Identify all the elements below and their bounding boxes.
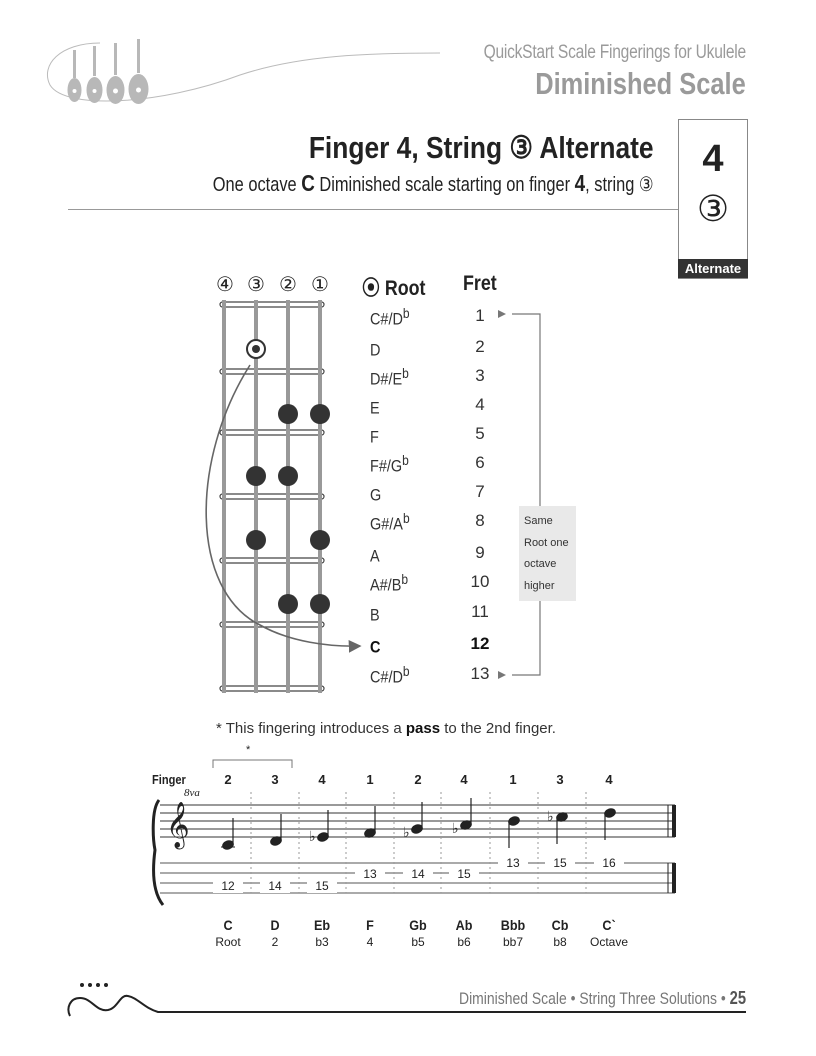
root-header-icon: ⦿ xyxy=(362,277,380,300)
svg-text:♭: ♭ xyxy=(309,828,316,844)
fret-number: 13 xyxy=(470,664,490,683)
fret-number: 5 xyxy=(475,424,485,443)
scale-degree: Octave xyxy=(589,935,628,949)
scale-degree: 4 xyxy=(366,935,374,949)
note-name: Eb xyxy=(313,917,331,933)
scale-degree: bb7 xyxy=(502,935,524,949)
note-label: $C\#/D^b$ xyxy=(370,306,410,329)
scale-degree: b3 xyxy=(315,935,329,949)
svg-text:♭: ♭ xyxy=(403,824,410,840)
same-root-note-line: Same xyxy=(524,515,553,527)
fret-number: 9 xyxy=(475,543,485,562)
page-title: Finger 4, String ③ Alternate xyxy=(309,130,654,165)
pass-bracket-mark: * xyxy=(246,744,251,756)
note-label: D xyxy=(370,340,381,360)
finger-number: 4 xyxy=(605,772,613,787)
tab-label: Alternate xyxy=(678,259,748,278)
same-root-bracket xyxy=(512,314,540,675)
end-barline xyxy=(668,805,674,893)
fret-number: 1 xyxy=(475,306,485,325)
header-subtitle: QuickStart Scale Fingerings for Ukulele xyxy=(483,42,746,63)
footer-section: Diminished Scale • String Three Solutions • xyxy=(458,989,726,1008)
ukulele-logo xyxy=(40,35,440,120)
page-number: 25 xyxy=(729,988,746,1008)
scale-degree: b5 xyxy=(411,935,425,949)
header-swoosh xyxy=(47,43,440,101)
note-name: Ab xyxy=(455,917,473,933)
note-label: B xyxy=(370,605,380,625)
system-brace xyxy=(153,800,163,905)
root-header-label: Root xyxy=(384,277,426,300)
ukulele-icons xyxy=(68,39,149,104)
note-name: F xyxy=(366,917,374,933)
tab-fret: 13 xyxy=(498,856,528,870)
finger-number: 3 xyxy=(271,772,279,787)
note-name: Cb xyxy=(551,917,569,933)
finger-label: Finger xyxy=(152,772,186,787)
page-subtitle xyxy=(213,170,654,197)
tab-fret: 15 xyxy=(307,879,337,893)
same-root-note-line: Root one xyxy=(524,537,569,549)
title-rule xyxy=(68,209,678,210)
note-name: D xyxy=(270,917,280,933)
string-label-4: ④ xyxy=(216,274,234,296)
tab-string-number: ③ xyxy=(696,188,730,229)
tab-fret: 15 xyxy=(545,856,575,870)
note-label: A xyxy=(370,546,380,566)
fret-number: 12 xyxy=(470,634,490,653)
scale-degree: Root xyxy=(215,935,241,949)
tab-fret: 13 xyxy=(355,867,385,881)
scale-degree: 2 xyxy=(271,935,279,949)
note-name: Bbb xyxy=(500,917,526,933)
finger-number: 2 xyxy=(414,772,422,787)
footnote xyxy=(216,720,556,737)
fret-number: 8 xyxy=(475,511,485,530)
pass-bracket xyxy=(212,755,294,769)
subtitle-mid: Diminished scale starting on finger xyxy=(319,174,571,196)
svg-text:♭: ♭ xyxy=(547,808,554,824)
root-header xyxy=(362,272,425,302)
finger-number: 3 xyxy=(556,772,564,787)
fret-number: 2 xyxy=(475,337,485,356)
footer-text xyxy=(459,988,746,1009)
finger-number: 4 xyxy=(318,772,326,787)
fret-number: 3 xyxy=(475,366,485,385)
note-label: $G\#/A^b$ xyxy=(370,511,410,534)
tab-fret: 14 xyxy=(403,867,433,881)
string-label-1: ① xyxy=(311,274,329,296)
fret-number: 4 xyxy=(475,395,485,414)
finger-number: 2 xyxy=(224,772,232,787)
note-label: $D\#/E^b$ xyxy=(370,366,409,389)
note-label: $A\#/B^b$ xyxy=(370,572,409,595)
root-marker xyxy=(247,340,265,358)
tab-fret: 12 xyxy=(213,879,243,893)
subtitle-string-prefix: , string xyxy=(585,174,635,196)
fret-number: 6 xyxy=(475,453,485,472)
note-label: $F\#/G^b$ xyxy=(370,453,409,476)
finger-number: 1 xyxy=(509,772,517,787)
fret-number: 11 xyxy=(471,602,489,621)
note-label: G xyxy=(370,485,382,505)
subtitle-finger: 4 xyxy=(575,170,586,196)
note-label: $C\#/D^b$ xyxy=(370,664,410,687)
scale-degree: b6 xyxy=(457,935,471,949)
subtitle-prefix: One octave xyxy=(213,174,298,196)
svg-text:♭: ♭ xyxy=(452,820,459,836)
footnote-bold: pass xyxy=(405,720,441,737)
note-name: C` xyxy=(602,917,616,933)
notes xyxy=(221,798,617,851)
footnote-prefix: * This fingering introduces a xyxy=(216,720,402,737)
fret-number: 10 xyxy=(470,572,490,591)
treble-clef-icon: 𝄞 xyxy=(166,802,190,848)
fretboard-diagram xyxy=(200,290,580,700)
frets xyxy=(220,302,324,691)
same-root-note-line: higher xyxy=(524,580,555,592)
footnote-suffix: to the 2nd finger. xyxy=(444,720,556,737)
subtitle-string: ③ xyxy=(639,174,654,196)
note-label: C xyxy=(370,637,381,657)
note-label: E xyxy=(370,398,380,418)
fret-header: Fret xyxy=(463,272,497,295)
tab-fret: 15 xyxy=(449,867,479,881)
header-title: Diminished Scale xyxy=(535,66,746,101)
note-name: C xyxy=(223,917,233,933)
fret-number: 7 xyxy=(475,482,485,501)
ottava-mark: 8va xyxy=(184,787,200,799)
note-name: Gb xyxy=(409,917,427,933)
tab-fret: 16 xyxy=(594,856,624,870)
tab-fret: 14 xyxy=(260,879,290,893)
string-label-2: ② xyxy=(279,274,297,296)
tab-finger-number: 4 xyxy=(702,138,724,180)
string-label-3: ③ xyxy=(247,274,265,296)
subtitle-root: C xyxy=(301,170,316,196)
finger-number: 4 xyxy=(460,772,468,787)
note-label: F xyxy=(370,427,379,447)
same-root-note-line: octave xyxy=(524,558,557,570)
scale-degree: b8 xyxy=(553,935,567,949)
finger-number: 1 xyxy=(366,772,374,787)
